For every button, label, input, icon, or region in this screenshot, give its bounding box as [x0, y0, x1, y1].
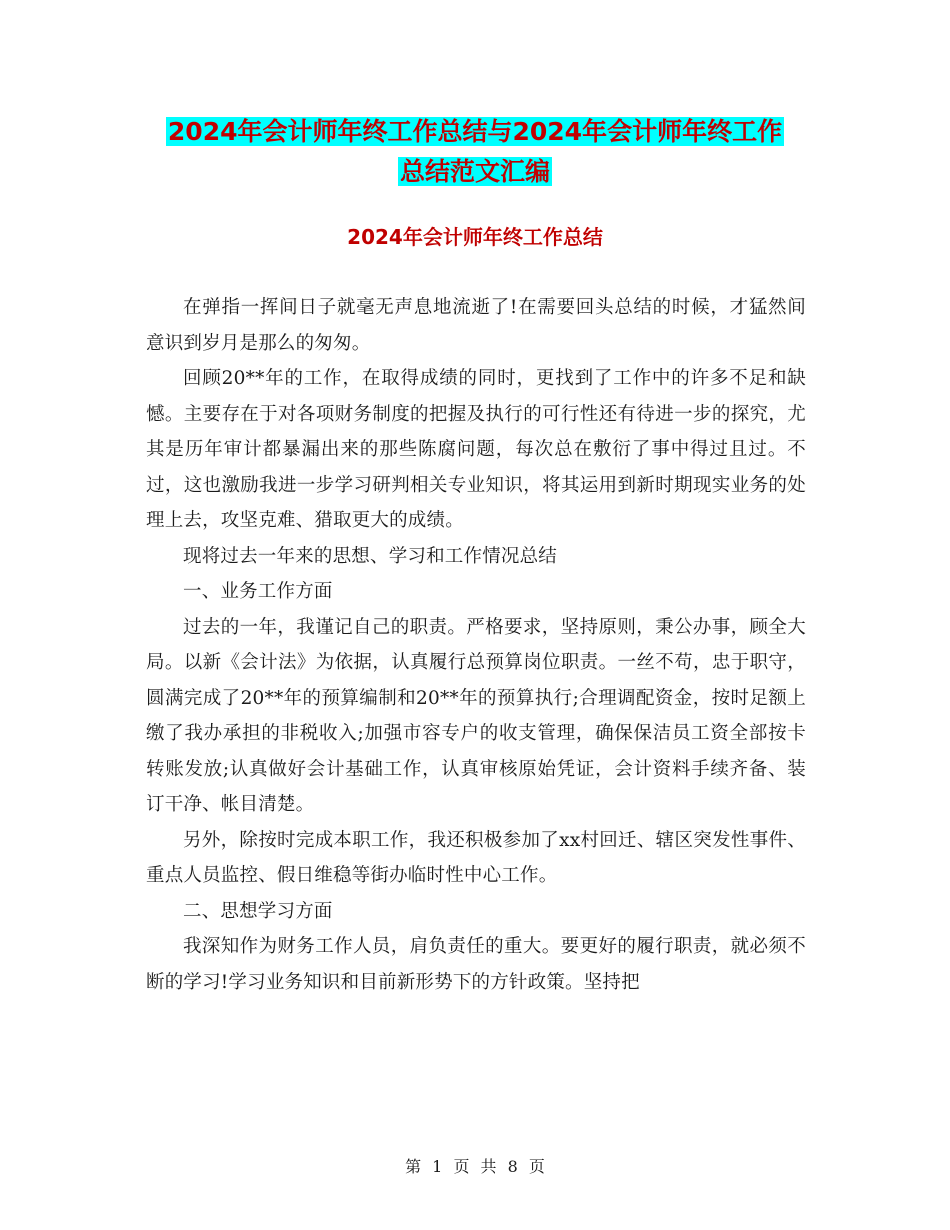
paragraph: 现将过去一年来的思想、学习和工作情况总结 — [183, 545, 558, 567]
page-footer: 第 1 页 共 8 页 — [405, 1157, 545, 1176]
document-body — [146, 290, 806, 1000]
paragraph: 我深知作为财务工作人员，肩负责任的重大。要更好的履行职责，就必须不断的学习!学习业务知识和目前新形势下的方针政策。坚持把 — [146, 936, 806, 993]
document-title — [0, 112, 950, 192]
section-heading: 二、思想学习方面 — [183, 900, 333, 922]
document-title-line-1: 2024年会计师年终工作总结与2024年会计师年终工作 — [167, 117, 783, 146]
paragraph: 另外，除按时完成本职工作，我还积极参加了xx村回迁、辖区突发性事件、重点人员监控、假日维稳等街办临时性中心工作。 — [146, 829, 806, 886]
paragraph: 回顾20**年的工作，在取得成绩的同时，更找到了工作中的许多不足和缺憾。主要存在于对各项财务制度的把握及执行的可行性还有待进一步的探究，尤其是历年审计都暴漏出来的那些陈腐问题，每次总在敷衍了事中得过且过。不过，这也激励我进一步学习研判相关专业知识，将其运用到新时期现实业务的处理上去，攻坚克难、猎取更大的成绩。 — [146, 368, 806, 531]
paragraph: 在弹指一挥间日子就毫无声息地流逝了!在需要回头总结的时候，才猛然间意识到岁月是那么的匆匆。 — [146, 297, 806, 354]
section-heading: 一、业务工作方面 — [183, 581, 333, 602]
document-title-line-2: 总结范文汇编 — [399, 157, 550, 186]
section-title: 2024年会计师年终工作总结 — [347, 225, 603, 249]
paragraph: 过去的一年，我谨记自己的职责。严格要求，坚持原则，秉公办事，顾全大局。以新《会计法》为依据，认真履行总预算岗位职责。一丝不苟，忠于职守，圆满完成了20**年的预算编制和20**年的预算执行;合理调配资金，按时足额上缴了我办承担的非税收入;加强市容专户的收支管理，确保保洁员工资全部按卡转账发放;认真做好会计基础工作，认真审核原始凭证，会计资料手续齐备、装订干净、帐目清楚。 — [146, 616, 806, 815]
